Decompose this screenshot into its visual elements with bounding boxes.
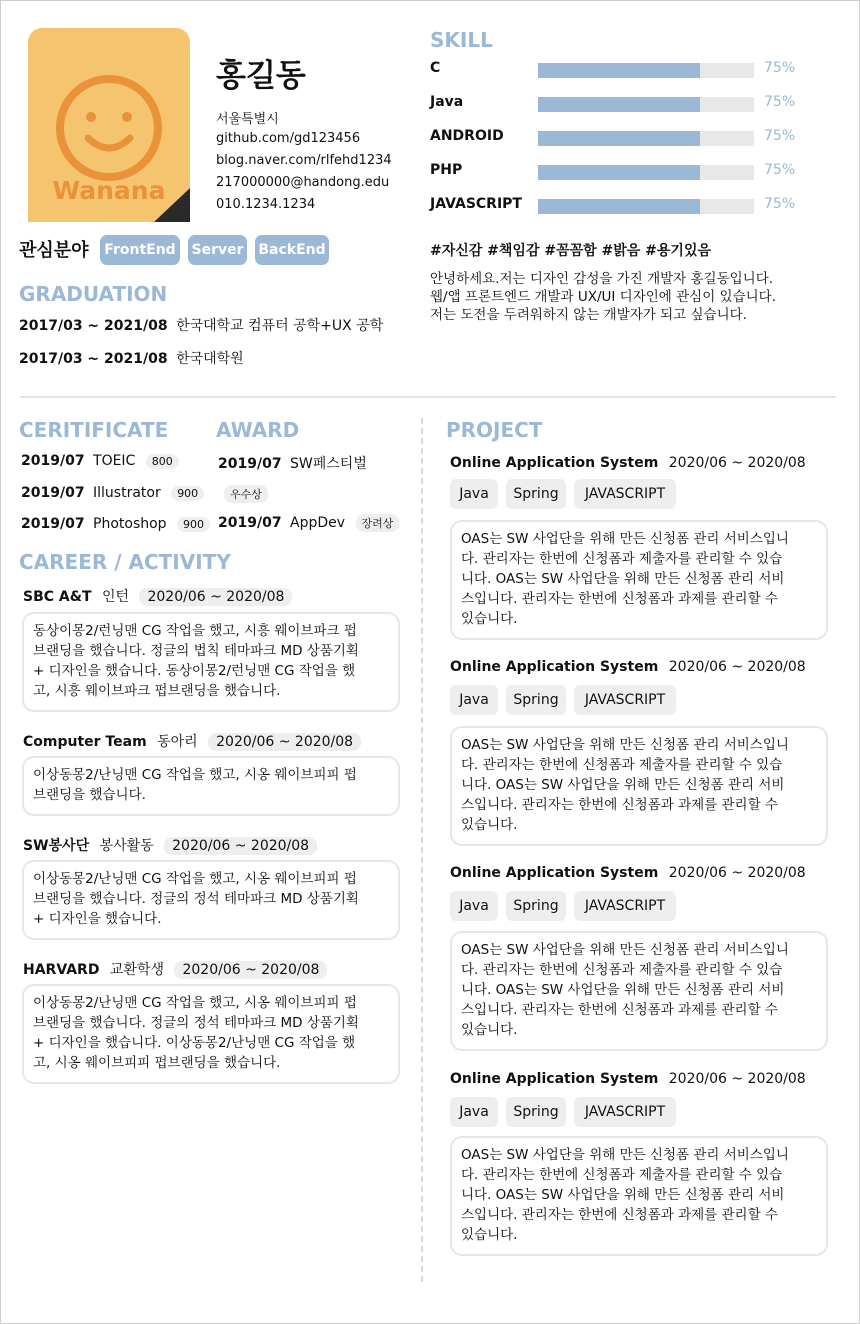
stack-chip: Java (450, 479, 498, 509)
career-description (22, 612, 400, 712)
description-line: 브랜딩을 했습니다. 정글의 정석 테마파크 MD 상품기획 (33, 891, 359, 907)
career-period: 2020/06 ~ 2020/08 (174, 961, 327, 979)
logo-text: Wanana (52, 176, 166, 205)
project-name: Online Application System (450, 1071, 659, 1087)
graduation-school: 한국대학원 (176, 351, 244, 367)
description-line: 이상동몽2/난닝맨 CG 작업을 했고, 시옹 웨이브피피 펍 (33, 995, 357, 1011)
description-line: 다. 관리자는 한번에 신청폼과 제출자를 관리할 수 있습 (461, 757, 783, 773)
skill-bar-track (538, 131, 754, 146)
project-title (450, 455, 806, 471)
career-org: SBC A&T (23, 589, 92, 605)
project-title (450, 865, 806, 881)
skill-percent: 75% (764, 196, 796, 212)
skill-percent: 75% (764, 128, 796, 144)
project-period: 2020/06 ~ 2020/08 (668, 659, 806, 675)
intro-line: 안녕하세요.저는 디자인 감성을 가진 개발자 홍길동입니다. (430, 271, 774, 287)
career-description (22, 756, 400, 816)
skill-row (430, 160, 830, 184)
description-line: 니다. OAS는 SW 사업단을 위해 만든 신청폼 관리 서비 (461, 1187, 785, 1203)
description-line: 스입니다. 관리자는 한번에 신청폼과 과제를 관리할 수 (461, 797, 778, 813)
certificate-score: 900 (177, 517, 210, 532)
hashtags: #자신감 #책임감 #꼼꼼함 #밝음 #용기있음 (430, 243, 712, 259)
award-date: 2019/07 (218, 515, 282, 531)
skill-bar-fill (538, 63, 700, 78)
certificate-date: 2019/07 (21, 516, 85, 532)
skill-row (430, 58, 830, 82)
project-description (450, 520, 828, 640)
skill-bar-track (538, 97, 754, 112)
description-line: 스입니다. 관리자는 한번에 신청폼과 과제를 관리할 수 (461, 1207, 778, 1223)
certificate-date: 2019/07 (21, 485, 85, 501)
profile-email[interactable]: 217000000@handong.edu (216, 175, 390, 190)
award-heading: AWARD (216, 418, 300, 442)
interests-label: 관심분야 (19, 240, 89, 261)
award-name: SW페스티벌 (290, 456, 367, 472)
graduation-item (19, 315, 383, 335)
skill-bar-track (538, 199, 754, 214)
skill-name: PHP (430, 162, 463, 178)
description-line: 있습니다. (461, 1022, 518, 1038)
description-line: 고, 시흥 웨이브파크 펍브랜딩을 했습니다. (33, 683, 281, 699)
description-line: 있습니다. (461, 817, 518, 833)
profile-github[interactable]: github.com/gd123456 (216, 131, 361, 146)
description-line: + 디자인을 했습니다. 동상이몽2/런닝맨 CG 작업을 했 (33, 663, 356, 679)
description-line: 니다. OAS는 SW 사업단을 위해 만든 신청폼 관리 서비 (461, 982, 785, 998)
description-line: 니다. OAS는 SW 사업단을 위해 만든 신청폼 관리 서비 (461, 777, 785, 793)
stack-chip: Spring (506, 1097, 566, 1127)
certificate-item (21, 485, 204, 501)
career-period: 2020/06 ~ 2020/08 (208, 733, 361, 751)
profile-photo (28, 28, 190, 222)
certificate-date: 2019/07 (21, 453, 85, 469)
certificate-item (21, 516, 210, 532)
certificate-name: Photoshop (93, 516, 167, 532)
skill-row (430, 126, 830, 150)
project-description (450, 726, 828, 846)
description-line: 다. 관리자는 한번에 신청폼과 제출자를 관리할 수 있습 (461, 551, 783, 567)
skill-percent: 75% (764, 60, 796, 76)
career-period: 2020/06 ~ 2020/08 (164, 837, 317, 855)
project-name: Online Application System (450, 659, 659, 675)
description-line: 다. 관리자는 한번에 신청폼과 제출자를 관리할 수 있습 (461, 1167, 783, 1183)
skill-row (430, 194, 830, 218)
award-badge-row (218, 485, 268, 503)
stack-chip: Java (450, 1097, 498, 1127)
skill-name: Java (430, 94, 464, 110)
column-divider (421, 418, 423, 1282)
skill-bar-fill (538, 97, 700, 112)
award-badge: 장려상 (356, 514, 400, 532)
stack-chip: JAVASCRIPT (574, 891, 676, 921)
description-line: 있습니다. (461, 611, 518, 627)
award-date: 2019/07 (218, 456, 282, 472)
project-title (450, 659, 806, 675)
intro-line: 웹/앱 프론트엔드 개발과 UX/UI 디자인에 관심이 있습니다. (430, 289, 776, 305)
profile-city: 서울특별시 (216, 112, 279, 127)
stack-chip: Java (450, 685, 498, 715)
career-title (23, 959, 327, 979)
description-line: 스입니다. 관리자는 한번에 신청폼과 과제를 관리할 수 (461, 1002, 778, 1018)
certificate-score: 800 (146, 454, 179, 469)
award-badge: 우수상 (224, 485, 268, 503)
description-line: + 디자인을 했습니다. (33, 911, 162, 927)
description-line: 브랜딩을 했습니다. (33, 787, 146, 803)
skill-bar-track (538, 63, 754, 78)
stack-chip: Spring (506, 479, 566, 509)
career-org: HARVARD (23, 962, 100, 978)
project-title (450, 1071, 806, 1087)
project-description (450, 931, 828, 1051)
section-divider (20, 396, 836, 398)
certificate-heading: CERITIFICATE (19, 418, 169, 442)
description-line: 브랜딩을 했습니다. 정글의 법칙 테마파크 MD 상품기획 (33, 643, 359, 659)
career-role: 봉사활동 (99, 838, 154, 854)
description-line: 고, 시옹 웨이브피피 펍브랜딩을 했습니다. (33, 1055, 281, 1071)
intro-line: 저는 도전을 두려워하지 않는 개발자가 되고 싶습니다. (430, 307, 747, 323)
stack-chip: JAVASCRIPT (574, 479, 676, 509)
career-role: 인턴 (101, 589, 130, 605)
interest-tag: Server (188, 235, 247, 265)
project-period: 2020/06 ~ 2020/08 (668, 865, 806, 881)
career-heading: CAREER / ACTIVITY (19, 550, 231, 574)
project-description (450, 1136, 828, 1256)
award-item (218, 453, 367, 473)
skill-bar-fill (538, 165, 700, 180)
career-title (23, 731, 361, 751)
graduation-item (19, 348, 244, 368)
description-line: OAS는 SW 사업단을 위해 만든 신청폼 관리 서비스입니 (461, 737, 789, 753)
certificate-score: 900 (171, 486, 204, 501)
stack-chip: JAVASCRIPT (574, 1097, 676, 1127)
skill-percent: 75% (764, 94, 796, 110)
profile-phone: 010.1234.1234 (216, 197, 316, 212)
description-line: 이상동몽2/난닝맨 CG 작업을 했고, 시옹 웨이브피피 펍 (33, 767, 357, 783)
skill-name: JAVASCRIPT (430, 196, 522, 212)
skill-percent: 75% (764, 162, 796, 178)
graduation-period: 2017/03 ~ 2021/08 (19, 318, 168, 334)
certificate-name: Illustrator (93, 485, 161, 501)
profile-blog[interactable]: blog.naver.com/rlfehd1234 (216, 153, 392, 168)
project-name: Online Application System (450, 455, 659, 471)
graduation-school: 한국대학교 컴퓨터 공학+UX 공학 (176, 318, 384, 334)
career-role: 동아리 (157, 734, 198, 750)
stack-chip: Spring (506, 891, 566, 921)
profile-name: 홍길동 (216, 58, 306, 94)
description-line: OAS는 SW 사업단을 위해 만든 신청폼 관리 서비스입니 (461, 531, 789, 547)
project-period: 2020/06 ~ 2020/08 (668, 455, 806, 471)
certificate-name: TOEIC (93, 453, 136, 469)
graduation-heading: GRADUATION (19, 282, 168, 306)
stack-chip: JAVASCRIPT (574, 685, 676, 715)
career-org: SW봉사단 (23, 838, 90, 854)
certificate-item (21, 453, 179, 469)
stack-chip: Spring (506, 685, 566, 715)
interest-tag: BackEnd (255, 235, 329, 265)
description-line: 다. 관리자는 한번에 신청폼과 제출자를 관리할 수 있습 (461, 962, 783, 978)
award-name: AppDev (290, 515, 346, 531)
award-item (218, 514, 399, 532)
interest-tag: FrontEnd (100, 235, 180, 265)
skill-bar-fill (538, 199, 700, 214)
project-name: Online Application System (450, 865, 659, 881)
description-line: 동상이몽2/런닝맨 CG 작업을 했고, 시흥 웨이브파크 펍 (33, 623, 357, 639)
career-role: 교환학생 (109, 962, 165, 978)
skill-row (430, 92, 830, 116)
career-period: 2020/06 ~ 2020/08 (139, 588, 292, 606)
description-line: OAS는 SW 사업단을 위해 만든 신청폼 관리 서비스입니 (461, 942, 789, 958)
graduation-period: 2017/03 ~ 2021/08 (19, 351, 168, 367)
career-description (22, 984, 400, 1084)
project-period: 2020/06 ~ 2020/08 (668, 1071, 806, 1087)
project-heading: PROJECT (446, 418, 543, 442)
career-description (22, 860, 400, 940)
skill-bar-track (538, 165, 754, 180)
description-line: 스입니다. 관리자는 한번에 신청폼과 과제를 관리할 수 (461, 591, 778, 607)
description-line: 브랜딩을 했습니다. 정글의 정석 테마파크 MD 상품기획 (33, 1015, 359, 1031)
skill-heading: SKILL (430, 28, 493, 52)
skill-name: ANDROID (430, 128, 504, 144)
description-line: + 디자인을 했습니다. 이상동몽2/난닝맨 CG 작업을 했 (33, 1035, 356, 1051)
career-title (23, 835, 317, 855)
description-line: 있습니다. (461, 1227, 518, 1243)
career-org: Computer Team (23, 734, 147, 750)
skill-bar-fill (538, 131, 700, 146)
description-line: 이상동몽2/난닝맨 CG 작업을 했고, 시옹 웨이브피피 펍 (33, 871, 357, 887)
stack-chip: Java (450, 891, 498, 921)
career-title (23, 586, 292, 606)
description-line: 니다. OAS는 SW 사업단을 위해 만든 신청폼 관리 서비 (461, 571, 785, 587)
description-line: OAS는 SW 사업단을 위해 만든 신청폼 관리 서비스입니 (461, 1147, 789, 1163)
skill-name: C (430, 60, 441, 76)
